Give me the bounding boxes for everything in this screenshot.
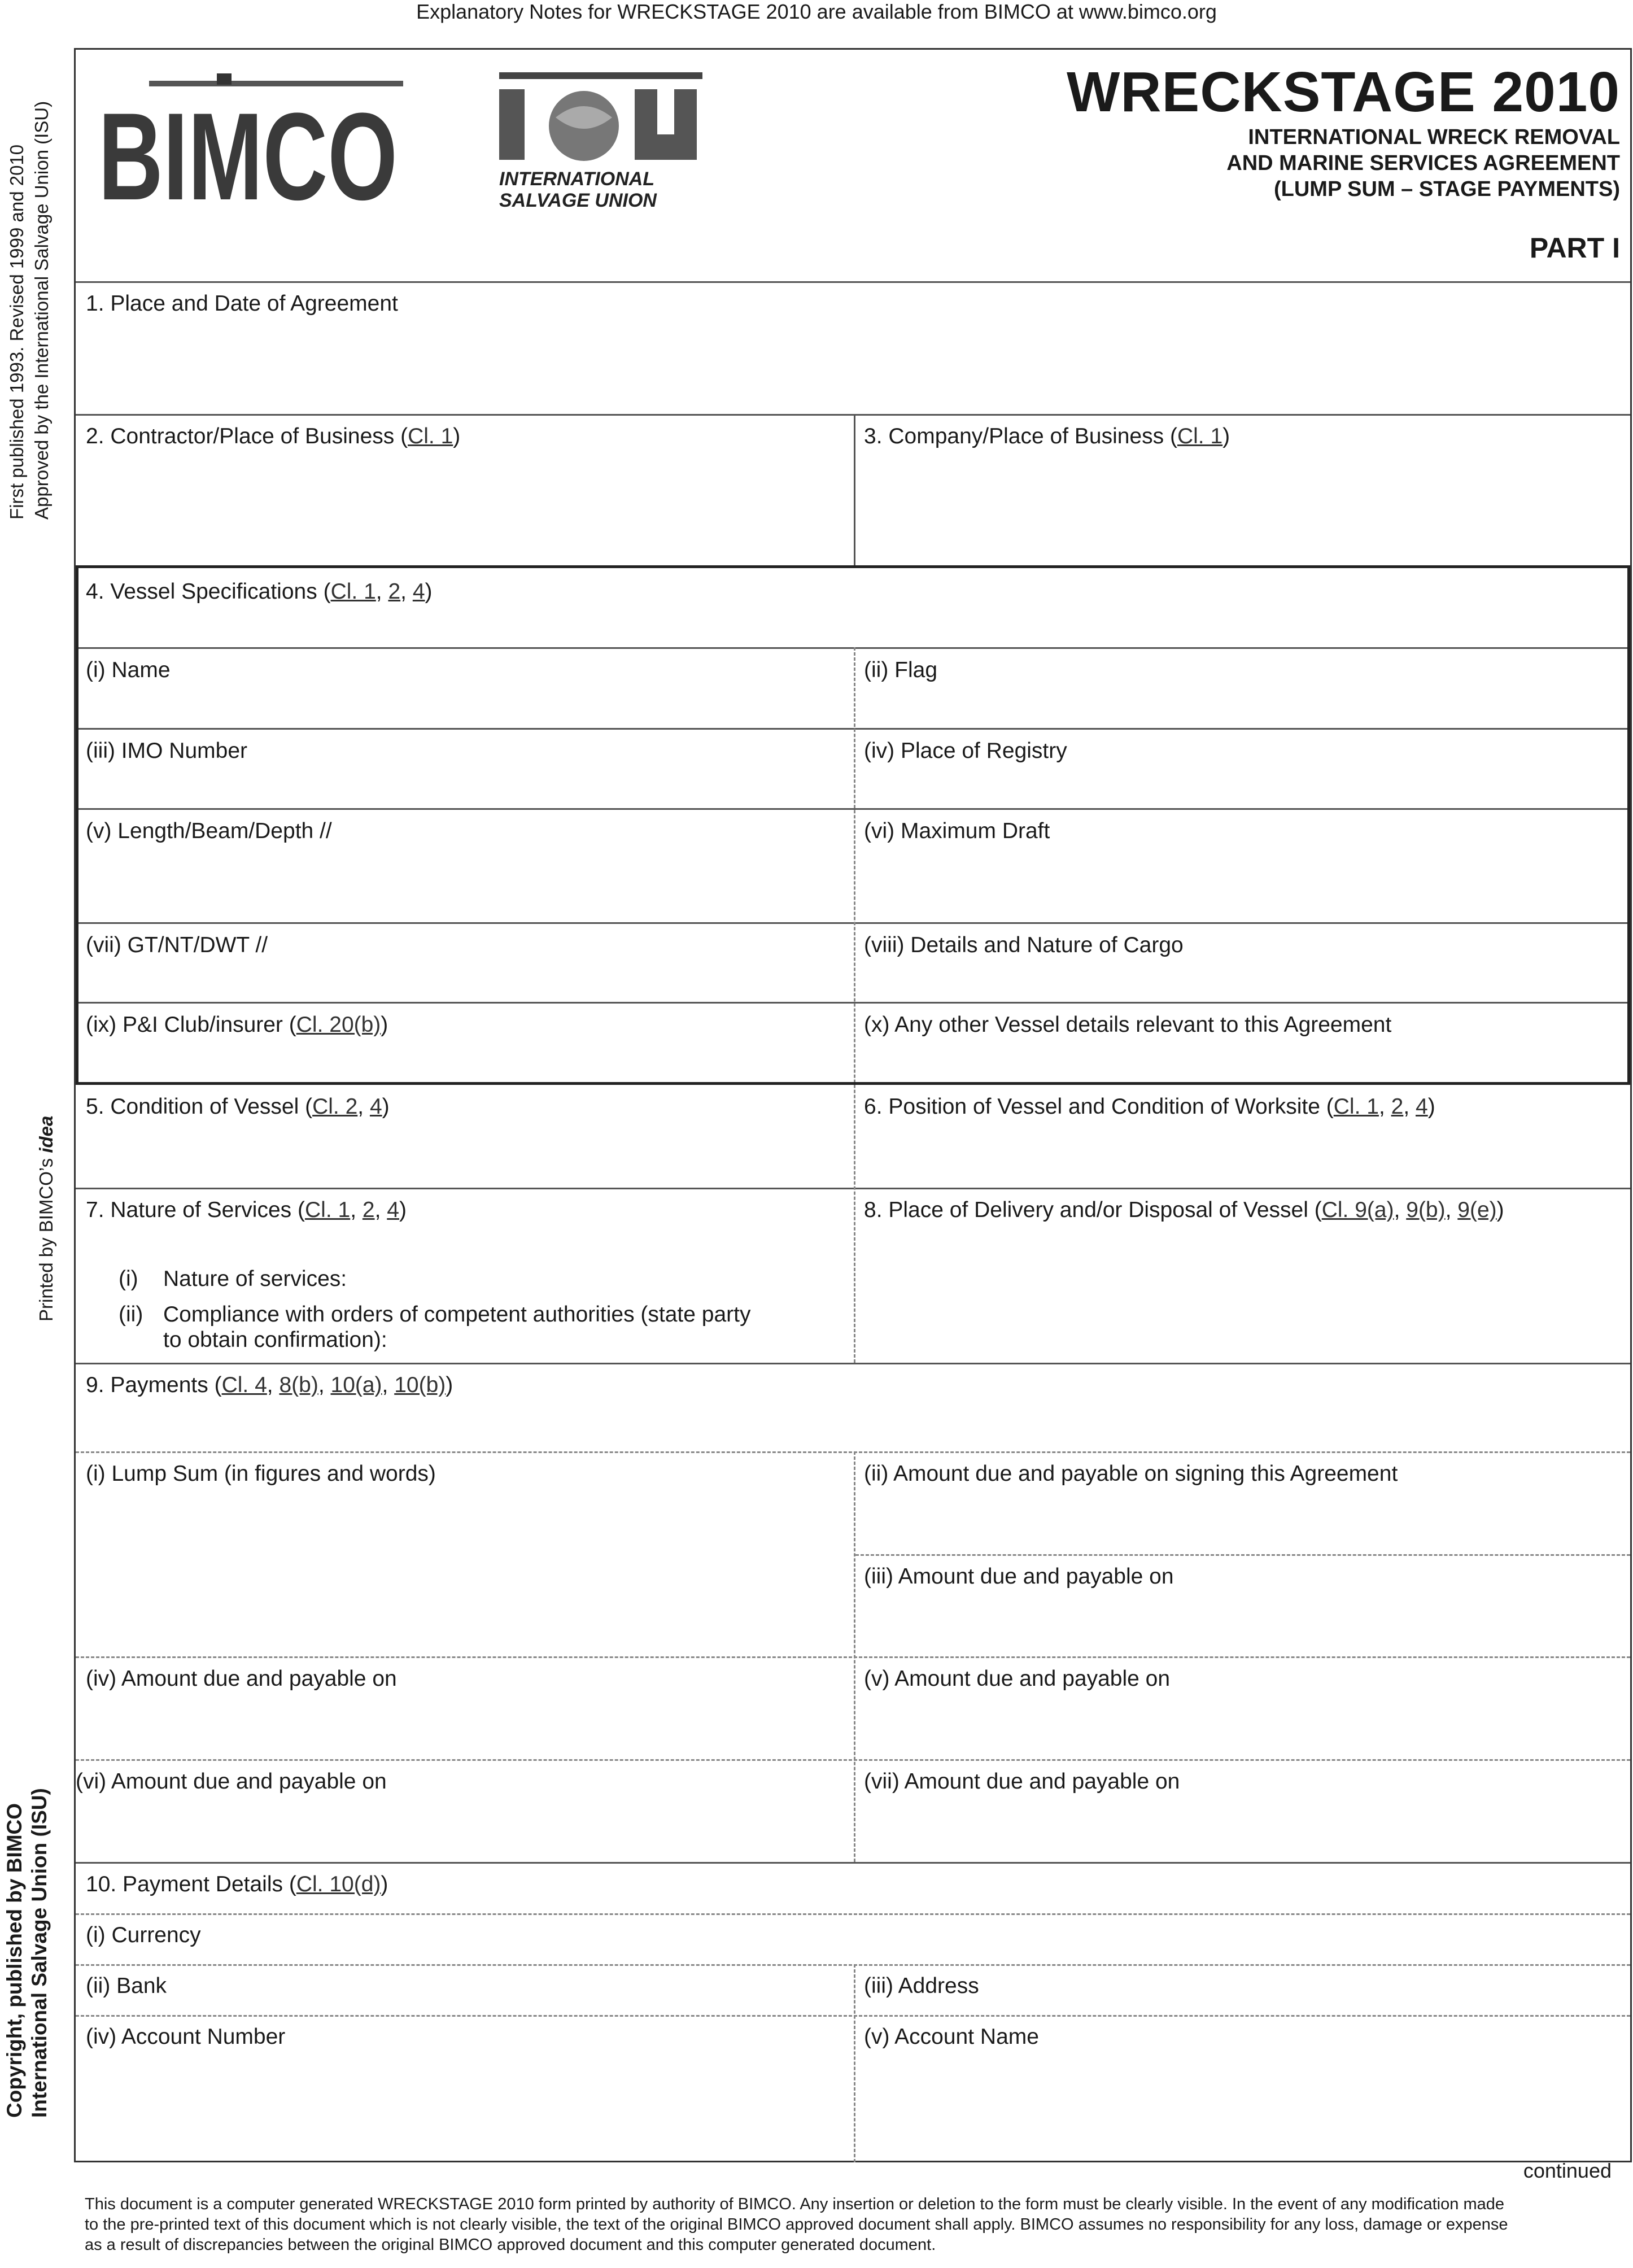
subtitle-line-2: AND MARINE SERVICES AGREEMENT — [1226, 151, 1620, 175]
bimco-logo — [93, 67, 409, 226]
box2-label: 2. Contractor/Place of Business (Cl. 1) — [86, 424, 461, 448]
box3-ref-link[interactable]: Cl. 1 — [1177, 424, 1223, 448]
box7-i-number: (i) — [119, 1267, 138, 1291]
box8-ref-link-2[interactable]: 9(b) — [1406, 1198, 1446, 1222]
footer-line-3: as a result of discrepancies between the original BIMCO approved document and this computer generated document. — [85, 2236, 936, 2254]
box9-ref-link-3[interactable]: 10(a) — [330, 1373, 382, 1397]
box4-ix-ref-link[interactable]: Cl. 20(b) — [296, 1013, 381, 1037]
copyright-note — [2, 1788, 52, 2118]
box2-ref-link[interactable]: Cl. 1 — [408, 424, 453, 448]
rule-10-title — [76, 1913, 1630, 1915]
bimco-wordmark: BIMCO — [98, 87, 398, 226]
box9-ref-link-4[interactable]: 10(b) — [394, 1373, 446, 1397]
box7-ref-link-2[interactable]: 2 — [362, 1198, 375, 1222]
box6-label: 6. Position of Vessel and Condition of Worksite (Cl. 1, 2, 4) — [864, 1094, 1435, 1119]
form-title: WRECKSTAGE 2010 — [1066, 60, 1620, 124]
box9-ref-link-1[interactable]: Cl. 4 — [221, 1373, 267, 1397]
box1-label: 1. Place and Date of Agreement — [86, 291, 398, 316]
box10-ii-label: (ii) Bank — [86, 1974, 167, 1998]
box10-v-label: (v) Account Name — [864, 2025, 1039, 2049]
rule-10-ii — [76, 2015, 1630, 2017]
copyright-line-2: International Salvage Union (ISU) — [28, 1788, 51, 2118]
box9-v-label: (v) Amount due and payable on — [864, 1667, 1171, 1691]
box9-iv-label: (iv) Amount due and payable on — [86, 1667, 397, 1691]
box10-label: 10. Payment Details (Cl. 10(d)) — [86, 1872, 388, 1896]
box4-iii-label: (iii) IMO Number — [86, 739, 248, 763]
box6-ref-link-1[interactable]: Cl. 1 — [1333, 1094, 1379, 1119]
box4-i-label: (i) Name — [86, 658, 171, 682]
box8-ref-link-3[interactable]: 9(e) — [1457, 1198, 1497, 1222]
box8-ref-link-1[interactable]: Cl. 9(a) — [1321, 1198, 1394, 1222]
box9-vii-label: (vii) Amount due and payable on — [864, 1769, 1180, 1794]
rule-box56 — [76, 1188, 1630, 1189]
box4-iv-label: (iv) Place of Registry — [864, 739, 1067, 763]
isu-caption-line-1: INTERNATIONAL — [499, 168, 655, 190]
rule-header — [76, 281, 1630, 283]
publication-line-1: First published 1993. Revised 1999 and 2010 — [6, 144, 27, 520]
box5-ref-link-1[interactable]: Cl. 2 — [312, 1094, 358, 1119]
isu-caption — [499, 168, 708, 211]
printed-by-idea: idea — [36, 1115, 56, 1153]
box7-ii-number: (ii) — [119, 1302, 143, 1327]
publication-line-2: Approved by the International Salvage Union (ISU) — [31, 101, 52, 520]
box4-ii-label: (ii) Flag — [864, 658, 938, 682]
box7-ii-line-1: Compliance with orders of competent authorities (state party — [163, 1302, 751, 1327]
footer-line-1: This document is a computer generated WRECKSTAGE 2010 form printed by authority of BIMCO. Any insertion or deletion to the form must be clearly visible. In the event of any modification made — [85, 2195, 1504, 2213]
copyright-line-1: Copyright, published by BIMCO — [3, 1803, 26, 2118]
box5-ref-link-2[interactable]: 4 — [369, 1094, 382, 1119]
box9-ref-link-2[interactable]: 8(b) — [279, 1373, 318, 1397]
box3-label: 3. Company/Place of Business (Cl. 1) — [864, 424, 1230, 448]
box7-label: 7. Nature of Services (Cl. 1, 2, 4) — [86, 1198, 407, 1222]
isu-logo — [499, 72, 708, 211]
box4-vii-label: (vii) GT/NT/DWT // — [86, 933, 268, 957]
rule-9-v — [76, 1759, 1630, 1761]
form-subtitle — [1226, 124, 1620, 202]
box6-ref-link-3[interactable]: 4 — [1415, 1094, 1428, 1119]
publication-note — [5, 101, 54, 520]
divider-box9 — [854, 1451, 855, 1862]
subtitle-line-1: INTERNATIONAL WRECK REMOVAL — [1248, 125, 1620, 149]
divider-box23 — [854, 414, 855, 566]
agreement-form — [74, 48, 1632, 2162]
continued-label: continued — [1523, 2159, 1612, 2182]
box10-iii-label: (iii) Address — [864, 1974, 979, 1998]
divider-box10 — [854, 1964, 855, 2162]
box7-ref-link-1[interactable]: Cl. 1 — [304, 1198, 351, 1222]
box4-label: 4. Vessel Specifications (Cl. 1, 2, 4) — [86, 579, 433, 604]
rule-box9 — [76, 1862, 1630, 1864]
box4-vi-label: (vi) Maximum Draft — [864, 819, 1050, 843]
box4-ref-link-1[interactable]: Cl. 1 — [330, 579, 376, 604]
footer-line-2: to the pre-printed text of this document which is not clearly visible, the text of the original BIMCO approved document shall apply. BIMCO assumes no responsibility for any loss, damage or expense — [85, 2215, 1508, 2234]
box10-i-label: (i) Currency — [86, 1923, 201, 1947]
subtitle-line-3: (LUMP SUM – STAGE PAYMENTS) — [1274, 177, 1620, 201]
box5-label: 5. Condition of Vessel (Cl. 2, 4) — [86, 1094, 390, 1119]
box4-x-label: (x) Any other Vessel details relevant to this Agreement — [864, 1013, 1392, 1037]
box8-label: 8. Place of Delivery and/or Disposal of Vessel (Cl. 9(a), 9(b), 9(e)) — [864, 1198, 1504, 1222]
box7-ii-line-2: to obtain confirmation): — [163, 1328, 387, 1352]
rule-box78 — [76, 1363, 1630, 1364]
box4-ref-link-2[interactable]: 2 — [388, 579, 401, 604]
box6-ref-link-2[interactable]: 2 — [1391, 1094, 1404, 1119]
box10-ref-link[interactable]: Cl. 10(d) — [296, 1872, 381, 1896]
rule-9-iii — [76, 1656, 1630, 1658]
box4-viii-label: (viii) Details and Nature of Cargo — [864, 933, 1184, 957]
box9-vi-label: (vi) Amount due and payable on — [76, 1769, 387, 1794]
footer-disclaimer — [85, 2194, 1621, 2255]
box10-iv-label: (iv) Account Number — [86, 2025, 286, 2049]
box9-label: 9. Payments (Cl. 4, 8(b), 10(a), 10(b)) — [86, 1373, 453, 1397]
rule-box1 — [76, 414, 1630, 416]
box9-iii-label: (iii) Amount due and payable on — [864, 1564, 1174, 1589]
box4-ref-link-3[interactable]: 4 — [412, 579, 425, 604]
box4-v-label: (v) Length/Beam/Depth // — [86, 819, 332, 843]
box7-ref-link-3[interactable]: 4 — [387, 1198, 399, 1222]
explanatory-note: Explanatory Notes for WRECKSTAGE 2010 are available from BIMCO at www.bimco.org — [416, 0, 1217, 23]
box9-ii-label: (ii) Amount due and payable on signing this Agreement — [864, 1462, 1398, 1486]
printed-by-note — [34, 1116, 59, 1321]
rule-10-i — [76, 1964, 1630, 1966]
box9-i-label: (i) Lump Sum (in figures and words) — [86, 1462, 436, 1486]
part-label: PART I — [1529, 232, 1620, 264]
rule-9-ii — [855, 1554, 1630, 1556]
isu-caption-line-2: SALVAGE UNION — [499, 190, 657, 211]
box7-i-label: Nature of services: — [163, 1267, 347, 1291]
printed-by-prefix: Printed by BIMCO’s — [36, 1153, 56, 1321]
rule-9-title — [76, 1451, 1630, 1453]
box4-ix-label: (ix) P&I Club/insurer (Cl. 20(b)) — [86, 1013, 388, 1037]
